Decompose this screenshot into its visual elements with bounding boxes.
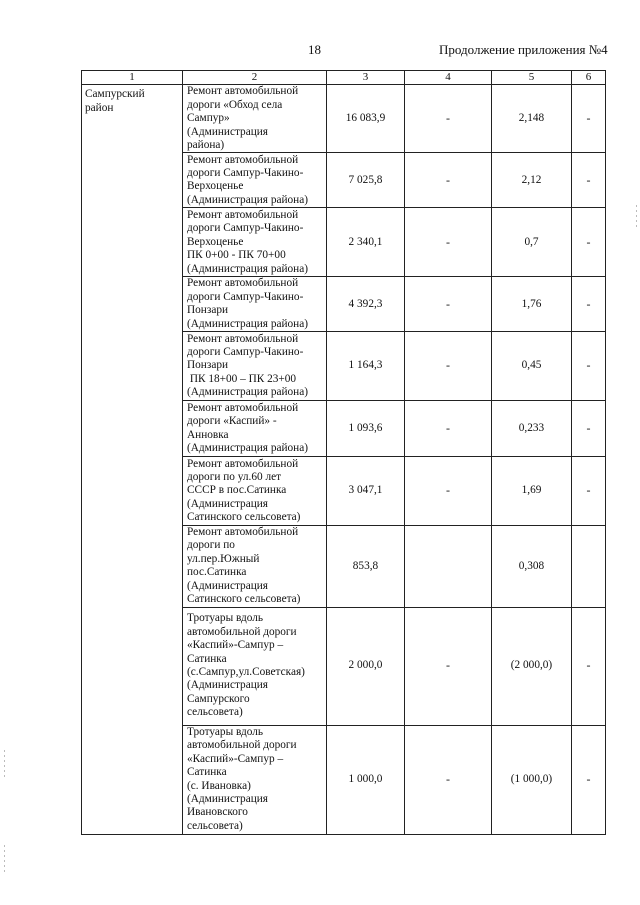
column-header: 6 xyxy=(572,71,606,85)
project-name-line: (Администрация района) xyxy=(187,441,308,454)
project-name-line: автомобильной дороги xyxy=(187,739,297,752)
project-name-line: «Каспий»-Сампур – xyxy=(187,639,284,652)
column-4-cell: - xyxy=(405,153,492,208)
column-4-cell: - xyxy=(405,332,492,401)
amount-cell: 16 083,9 xyxy=(327,85,405,153)
project-name-cell xyxy=(183,153,327,208)
project-name-cell xyxy=(183,526,327,607)
column-header: 3 xyxy=(327,71,405,85)
project-name-cell xyxy=(183,85,327,153)
project-name-line: сельсовета) xyxy=(187,706,243,719)
column-4-cell: - xyxy=(405,277,492,332)
project-name-line: Понзари xyxy=(187,304,229,317)
project-name-line: Ремонт автомобильной xyxy=(187,153,299,166)
project-name-line: дороги Сампур-Чакино- xyxy=(187,167,304,180)
project-name-line: Сатинка xyxy=(187,766,227,779)
column-4-cell: - xyxy=(405,85,492,153)
project-name-line: Тротуары вдоль xyxy=(187,725,264,738)
amount-cell: 853,8 xyxy=(327,526,405,607)
project-name-line: (с. Ивановка) xyxy=(187,779,251,792)
project-name-line: Сатинского сельсовета) xyxy=(187,593,301,606)
column-4-cell: - xyxy=(405,401,492,457)
length-cell: (1 000,0) xyxy=(492,725,572,834)
length-cell: 1,69 xyxy=(492,457,572,526)
project-name-line: Сампурского xyxy=(187,692,250,705)
column-6-cell: - xyxy=(572,607,606,725)
column-header: 2 xyxy=(183,71,327,85)
column-4-cell: - xyxy=(405,725,492,834)
length-cell: 0,7 xyxy=(492,208,572,277)
length-cell: 0,308 xyxy=(492,526,572,607)
project-name-line: Ремонт автомобильной xyxy=(187,457,299,470)
table-row xyxy=(82,85,606,153)
column-4-cell: - xyxy=(405,607,492,725)
column-6-cell: - xyxy=(572,725,606,834)
project-name-cell xyxy=(183,208,327,277)
project-name-line: (Администрация района) xyxy=(187,193,308,206)
column-6-cell: - xyxy=(572,277,606,332)
investment-table xyxy=(81,70,606,835)
column-4-cell: - xyxy=(405,208,492,277)
amount-cell: 1 093,6 xyxy=(327,401,405,457)
project-name-line: Ремонт автомобильной xyxy=(187,208,299,221)
district-name-line: Сампурский xyxy=(85,88,145,101)
length-cell: 1,76 xyxy=(492,277,572,332)
project-name-line: Сатинского сельсовета) xyxy=(187,511,301,524)
project-name-line: Верхоценье xyxy=(187,235,244,248)
project-name-line: Верхоценье xyxy=(187,180,244,193)
column-6-cell: - xyxy=(572,208,606,277)
length-cell: (2 000,0) xyxy=(492,607,572,725)
project-name-line: (Администрация района) xyxy=(187,317,308,330)
project-name-line: (Администрация xyxy=(187,679,268,692)
scan-edge-mark xyxy=(4,750,5,780)
amount-cell: 4 392,3 xyxy=(327,277,405,332)
amount-cell: 1 164,3 xyxy=(327,332,405,401)
project-name-line: сельсовета) xyxy=(187,819,243,832)
project-name-cell xyxy=(183,457,327,526)
amount-cell: 1 000,0 xyxy=(327,725,405,834)
project-name-line: автомобильной дороги xyxy=(187,625,297,638)
project-name-cell xyxy=(183,277,327,332)
project-name-line: дороги по xyxy=(187,539,235,552)
project-name-cell xyxy=(183,332,327,401)
amount-cell: 7 025,8 xyxy=(327,153,405,208)
project-name-line: Анновка xyxy=(187,428,229,441)
column-6-cell: - xyxy=(572,401,606,457)
project-name-line: ул.пер.Южный xyxy=(187,552,260,565)
project-name-cell xyxy=(183,725,327,834)
column-6-cell xyxy=(572,526,606,607)
length-cell: 0,233 xyxy=(492,401,572,457)
project-name-line: дороги Сампур-Чакино- xyxy=(187,222,304,235)
project-name-line: Ивановского xyxy=(187,806,248,819)
project-name-cell xyxy=(183,607,327,725)
amount-cell: 2 340,1 xyxy=(327,208,405,277)
column-header: 4 xyxy=(405,71,492,85)
project-name-line: дороги Сампур-Чакино- xyxy=(187,290,304,303)
project-name-line: Ремонт автомобильной xyxy=(187,401,299,414)
column-header: 1 xyxy=(82,71,183,85)
column-6-cell: - xyxy=(572,332,606,401)
project-name-cell xyxy=(183,401,327,457)
district-name-line: район xyxy=(85,101,114,114)
project-name-line: дороги Сампур-Чакино- xyxy=(187,345,304,358)
column-6-cell: - xyxy=(572,153,606,208)
project-name-line: района) xyxy=(187,139,225,152)
project-name-line: Тротуары вдоль xyxy=(187,612,264,625)
project-name-line: ПК 0+00 - ПК 70+00 xyxy=(187,249,286,262)
project-name-line: (Администрация xyxy=(187,579,268,592)
appendix-label: Продолжение приложения №4 xyxy=(439,42,608,57)
project-name-line: Сатинка xyxy=(187,652,227,665)
scan-edge-mark xyxy=(636,205,637,227)
project-name-line: «Каспий»-Сампур – xyxy=(187,752,284,765)
project-name-line: (Администрация района) xyxy=(187,386,308,399)
project-name-line: дороги «Обход села xyxy=(187,98,283,111)
project-name-line: Ремонт автомобильной xyxy=(187,332,299,345)
column-header: 5 xyxy=(492,71,572,85)
project-name-line: (Администрация xyxy=(187,125,268,138)
scan-edge-mark xyxy=(4,845,5,875)
column-6-cell: - xyxy=(572,457,606,526)
project-name-line: (Администрация района) xyxy=(187,262,308,275)
column-number-row xyxy=(82,71,606,85)
amount-cell: 3 047,1 xyxy=(327,457,405,526)
project-name-line: пос.Сатинка xyxy=(187,566,247,579)
project-name-line: (с.Сампур,ул.Советская) xyxy=(187,666,305,678)
district-cell xyxy=(82,85,183,834)
project-name-line: Ремонт автомобильной xyxy=(187,526,299,539)
project-name-line: Ремонт автомобильной xyxy=(187,85,299,98)
column-4-cell: - xyxy=(405,457,492,526)
project-name-line: Понзари xyxy=(187,359,229,372)
amount-cell: 2 000,0 xyxy=(327,607,405,725)
length-cell: 2,148 xyxy=(492,85,572,153)
project-name-line: Сампур» xyxy=(187,112,230,125)
length-cell: 2,12 xyxy=(492,153,572,208)
length-cell: 0,45 xyxy=(492,332,572,401)
column-4-cell xyxy=(405,526,492,607)
project-name-line: Ремонт автомобильной xyxy=(187,277,299,290)
column-6-cell: - xyxy=(572,85,606,153)
project-name-line: дороги «Каспий» - xyxy=(187,415,277,428)
project-name-line: (Администрация xyxy=(187,792,268,805)
page-number: 18 xyxy=(308,42,321,57)
project-name-line: дороги по ул.60 лет xyxy=(187,470,282,483)
project-name-line: ПК 18+00 – ПК 23+00 xyxy=(187,372,297,385)
project-name-line: (Администрация xyxy=(187,497,268,510)
project-name-line: СССР в пос.Сатинка xyxy=(187,484,287,497)
